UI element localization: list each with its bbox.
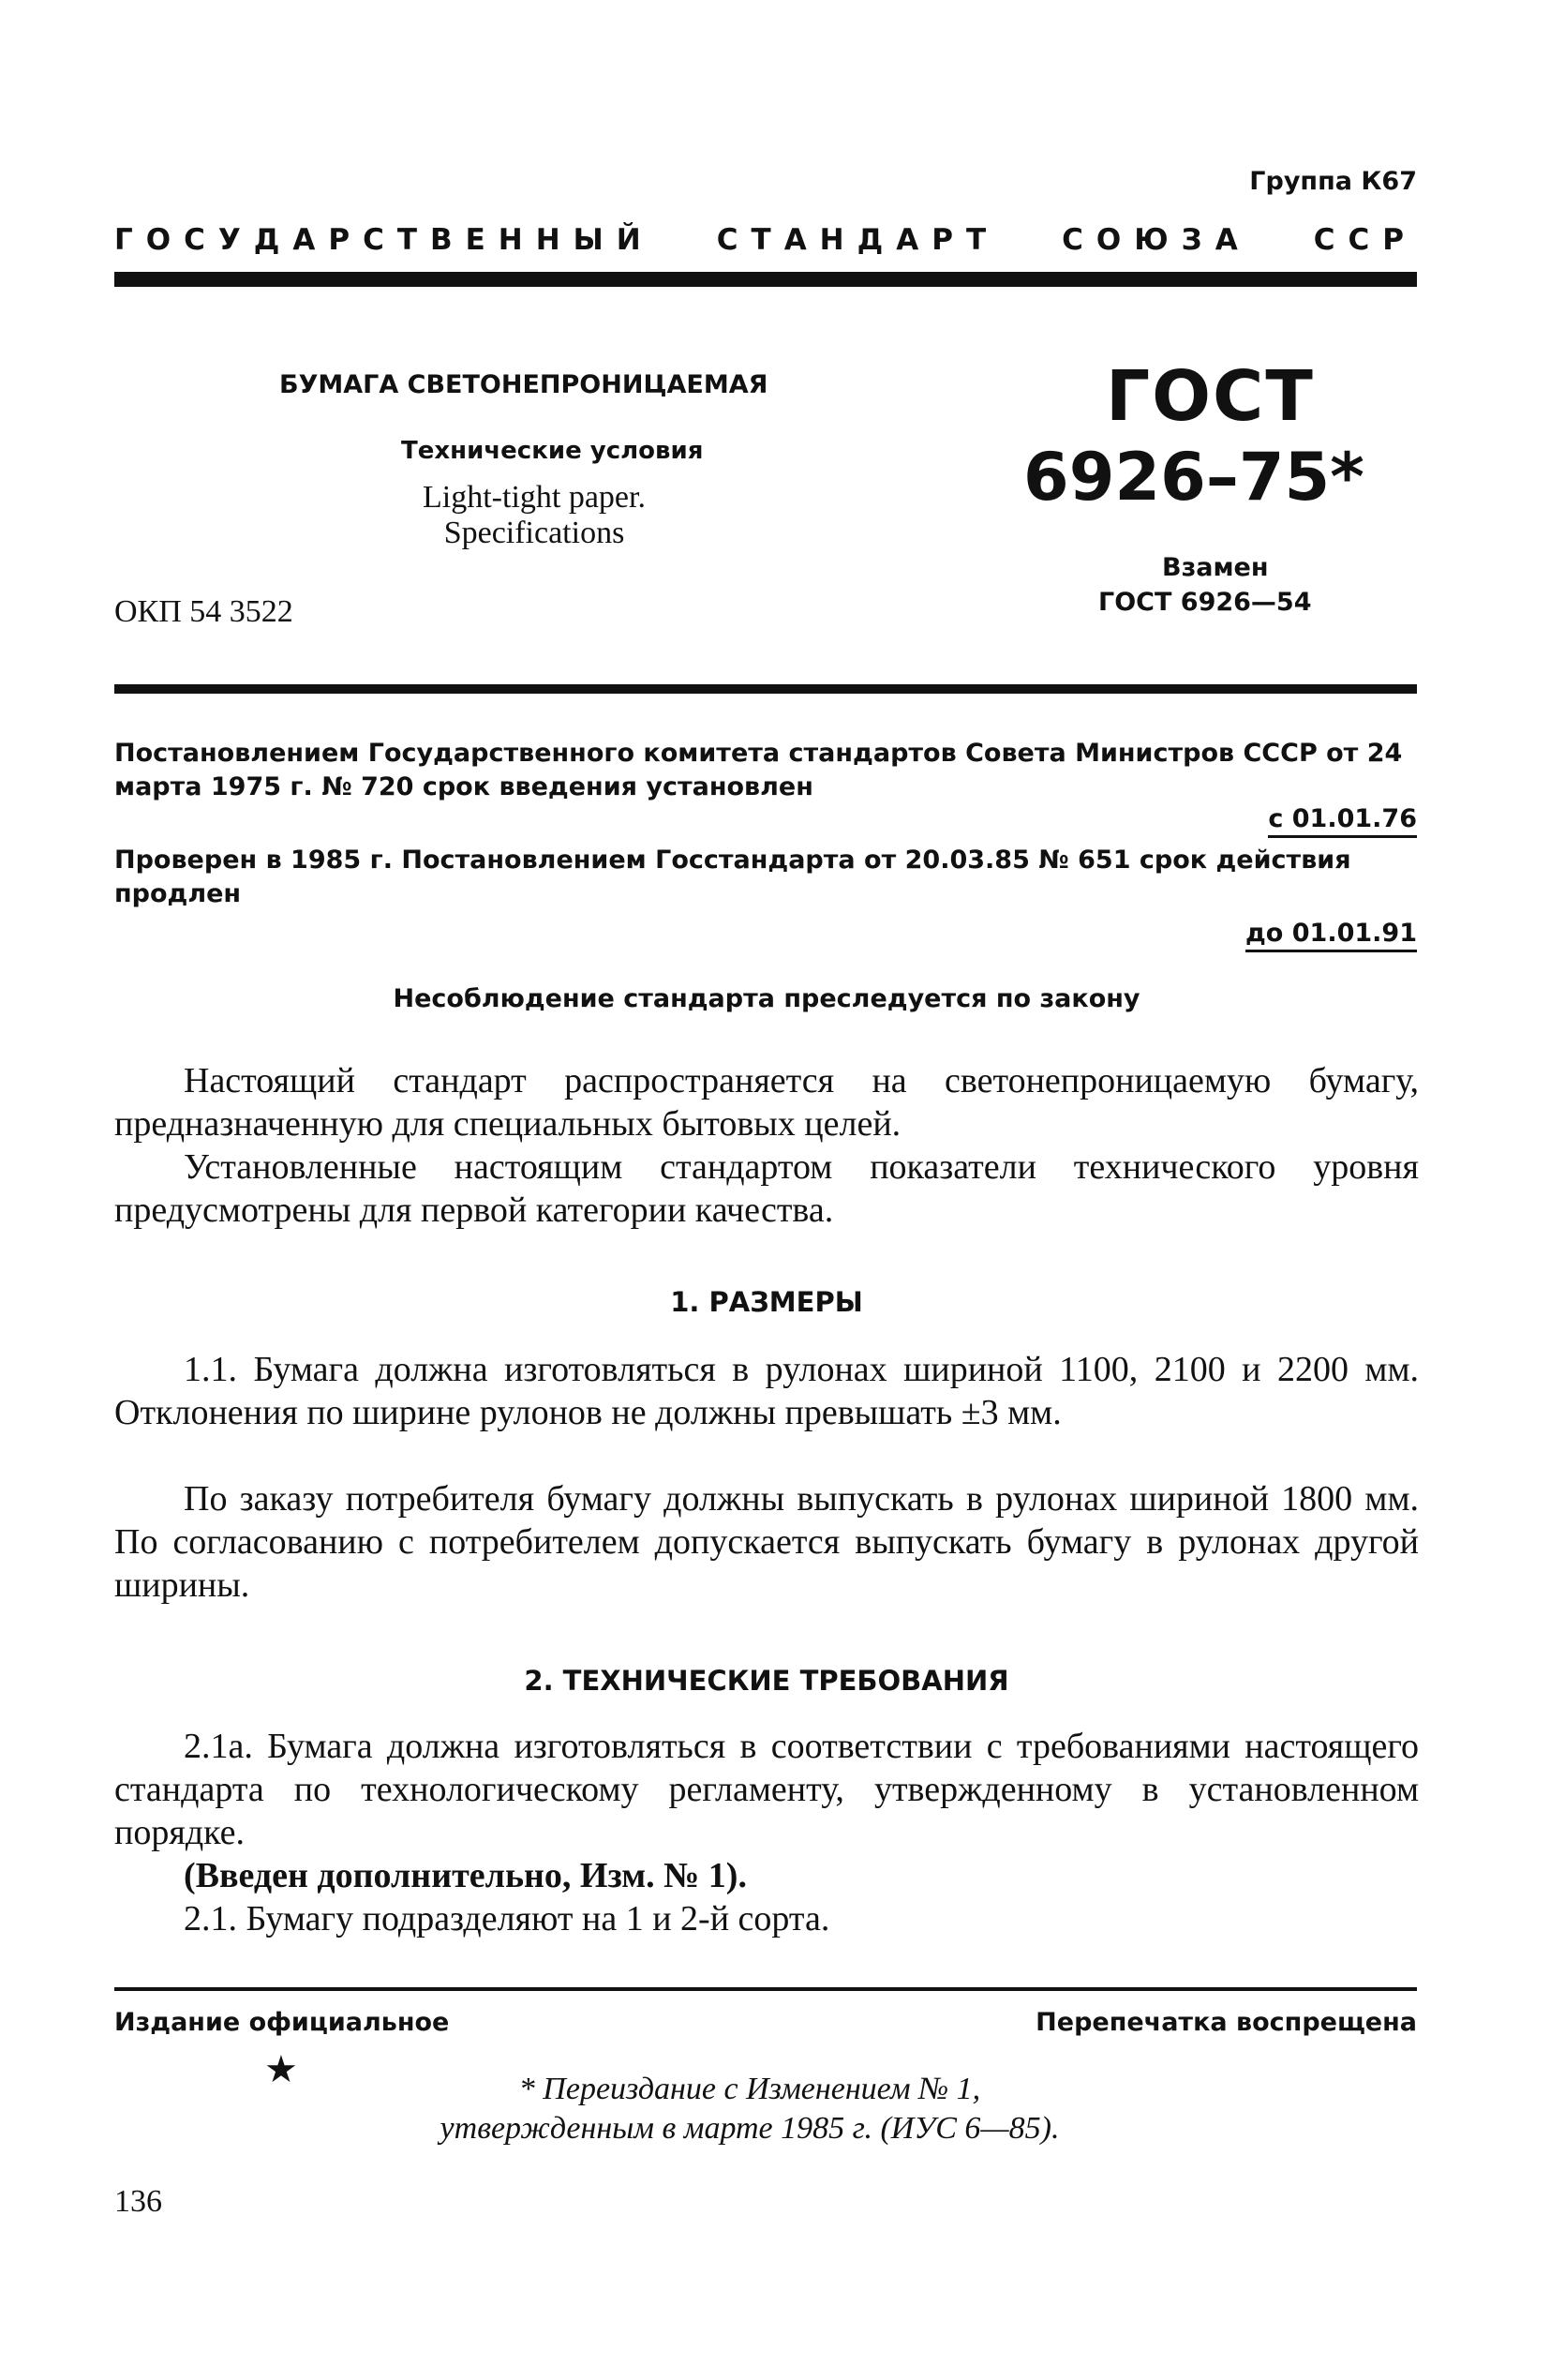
subject-english-line-2: Specifications (443, 516, 625, 550)
reprint-prohibited: Перепечатка воспрещена (1036, 2008, 1417, 2037)
clause-1-1-text: 1.1. Бумага должна изготовляться в рулонах шириной 1100, 2100 и 2200 мм. Отклонения по ширине рулонов не должны превышать ±3 мм. (114, 1350, 1419, 1432)
intro-paragraph-1 (114, 1059, 1419, 1145)
intro-date: с 01.01.76 (1268, 804, 1417, 838)
subject-english-line-1: Light-tight paper. (423, 480, 646, 515)
title-word-4: ССР (1313, 223, 1417, 257)
gost-number: 6926–75* (1023, 439, 1364, 516)
title-block-rule (114, 684, 1417, 694)
clause-1-1-continued (114, 1477, 1419, 1607)
reissue-note-line-1: * Переиздание с Изменением № 1, (518, 2072, 981, 2106)
section-2-heading: 2. ТЕХНИЧЕСКИЕ ТРЕБОВАНИЯ (524, 1665, 1009, 1697)
clause-1-1 (114, 1348, 1419, 1434)
clause-1-1-continued-text: По заказу потребителя бумагу должны выпускать в рулонах шириной 1800 мм. По согласованию с потребителем допускается выпускать бумагу в рулонах другой ширины. (114, 1479, 1419, 1605)
intro-paragraph-2-text: Установленные настоящим стандартом показатели технического уровня предусмотрены для первой категории качества. (114, 1147, 1419, 1230)
reissue-note-line-2: утвержденным в марте 1985 г. (ИУС 6—85). (440, 2111, 1060, 2146)
valid-date: до 01.01.91 (1245, 919, 1417, 952)
amendment-note (114, 1854, 1419, 1897)
clause-2-1 (114, 1897, 1419, 1940)
clause-2-1a-text: 2.1а. Бумага должна изготовляться в соответствии с требованиями настоящего стандарта по технологическому регламенту, утвержденному в установленном порядке. (114, 1727, 1419, 1852)
amendment-note-text: (Введен дополнительно, Изм. № 1). (184, 1856, 747, 1895)
state-standard-title (114, 223, 1417, 257)
star-icon: ★ (264, 2048, 298, 2090)
replaces-label: Взамен (1162, 553, 1269, 582)
subject-english (375, 480, 693, 551)
subject-subtitle: Технические условия (401, 437, 704, 465)
section-1-heading: 1. РАЗМЕРЫ (670, 1286, 863, 1318)
subject-title: БУМАГА СВЕТОНЕПРОНИЦАЕМАЯ (279, 370, 768, 399)
header-rule (114, 272, 1417, 287)
title-word-2: СТАНДАРТ (716, 223, 1000, 257)
footer-rule (114, 1987, 1417, 1991)
group-code: Группа К67 (1249, 167, 1417, 196)
clause-2-1-text: 2.1. Бумагу подразделяют на 1 и 2-й сорта. (184, 1899, 830, 1938)
title-word-3: СОЮЗА (1062, 223, 1251, 257)
reissue-note (281, 2070, 1218, 2148)
intro-paragraph-2 (114, 1145, 1419, 1232)
intro-paragraph-1-text: Настоящий стандарт распространяется на светонепроницаемую бумагу, предназначенную для специальных бытовых целей. (114, 1061, 1419, 1144)
okp-code: ОКП 54 3522 (114, 594, 293, 629)
gost-label: ГОСТ (1106, 356, 1315, 437)
official-edition: Издание официальное (114, 2008, 450, 2037)
law-notice: Несоблюдение стандарта преследуется по закону (393, 984, 1140, 1013)
decree-text: Постановлением Государственного комитета стандартов Совета Министров СССР от 24 марта 1975 г. № 720 срок введения установлен (114, 739, 1403, 801)
check-text: Проверен в 1985 г. Постановлением Госстандарта от 20.03.85 № 651 срок действия продлен (114, 846, 1351, 908)
clause-2-1a (114, 1725, 1419, 1854)
page-number: 136 (114, 2184, 162, 2219)
replaced-standard: ГОСТ 6926—54 (1098, 588, 1312, 617)
title-word-1: ГОСУДАРСТВЕННЫЙ (114, 223, 654, 257)
